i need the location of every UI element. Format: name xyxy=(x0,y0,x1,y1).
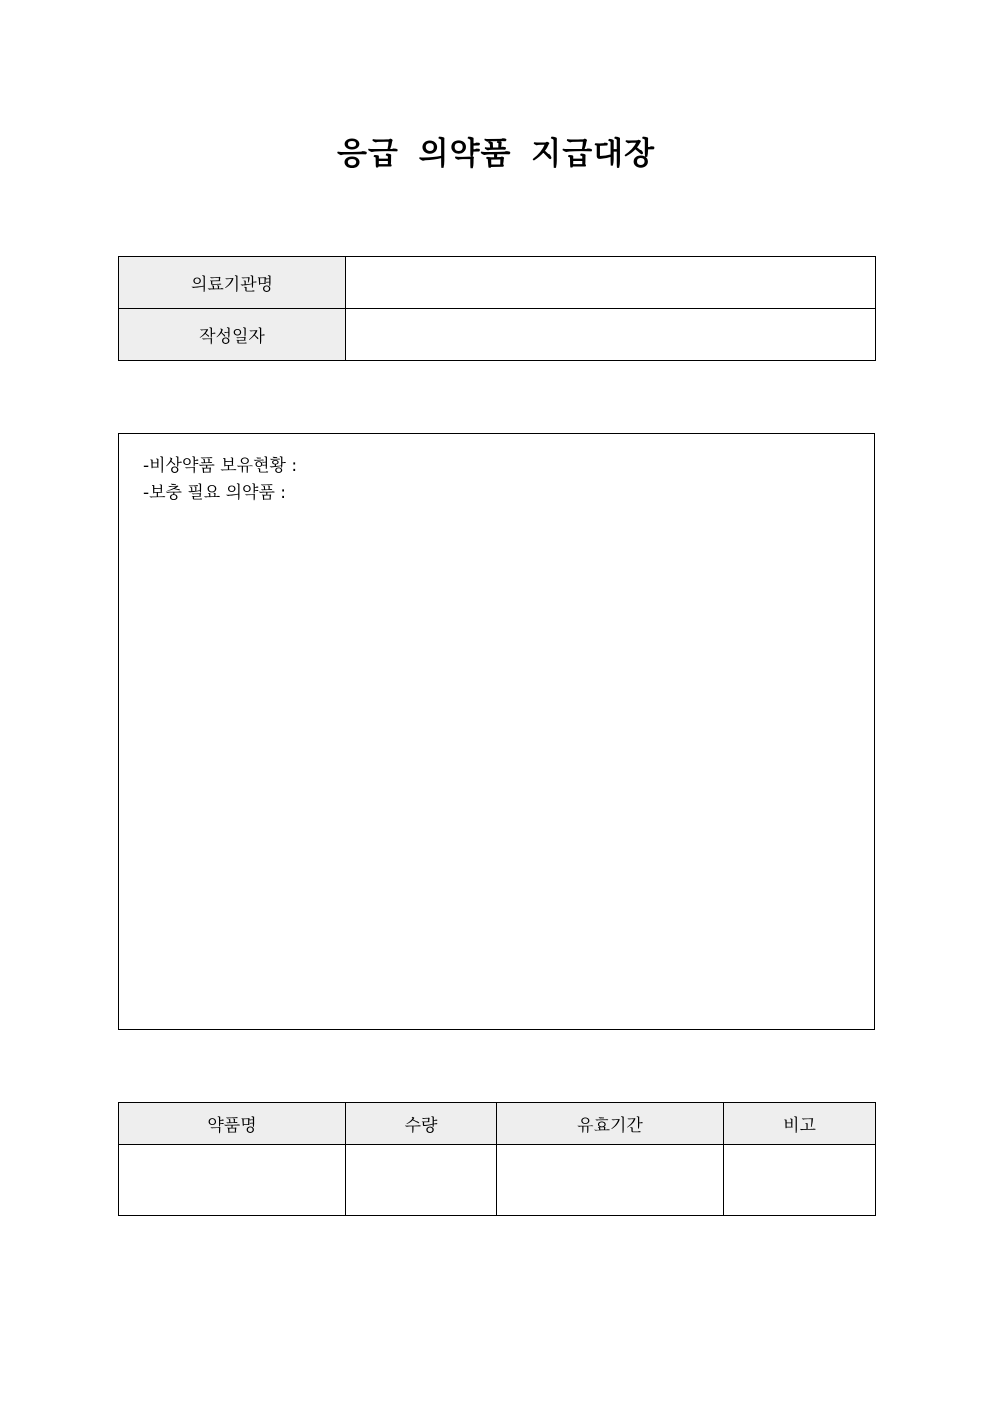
table-row xyxy=(119,1145,876,1216)
quantity-cell[interactable] xyxy=(346,1145,497,1216)
expiry-date-cell[interactable] xyxy=(497,1145,724,1216)
page-title: 응급 의약품 지급대장 xyxy=(336,136,656,172)
remarks-cell[interactable] xyxy=(724,1145,876,1216)
notes-box[interactable] xyxy=(118,433,875,1030)
header-quantity: 수량 xyxy=(346,1103,497,1145)
header-expiry-date: 유효기간 xyxy=(497,1103,724,1145)
emergency-stock-status-label: -비상약품 보유현황 : xyxy=(143,456,298,476)
table-row xyxy=(119,309,876,361)
medication-table xyxy=(118,1102,876,1216)
drug-name-cell[interactable] xyxy=(119,1145,346,1216)
institution-name-label: 의료기관명 xyxy=(119,257,346,309)
institution-name-field[interactable] xyxy=(346,257,876,309)
header-remarks: 비고 xyxy=(724,1103,876,1145)
institution-info-table xyxy=(118,256,876,361)
date-written-field[interactable] xyxy=(346,309,876,361)
table-header-row xyxy=(119,1103,876,1145)
restock-needed-label: -보충 필요 의약품 : xyxy=(143,483,287,503)
date-written-label: 작성일자 xyxy=(119,309,346,361)
table-row xyxy=(119,257,876,309)
header-drug-name: 약품명 xyxy=(119,1103,346,1145)
